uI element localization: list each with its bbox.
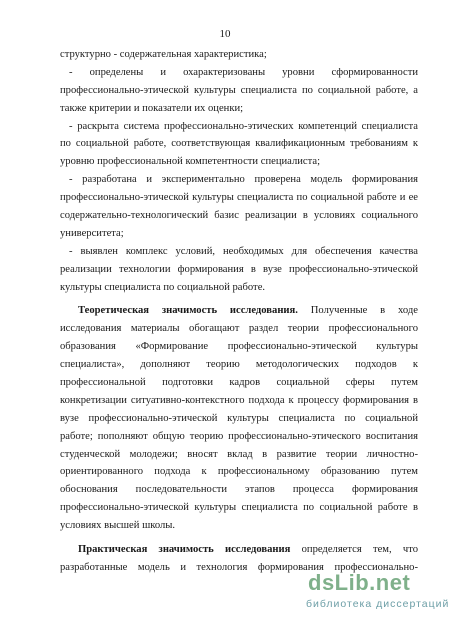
text-line: специалиста», дополняют теорию методологических подходов к — [60, 359, 418, 371]
text-line: - раскрыта система профессионально-этических компетенций специалиста — [69, 120, 418, 132]
text-line: содержательно-технологический базис реализации в условиях социального — [60, 210, 418, 222]
text-line: обоснования последовательности этапов процесса формирования — [60, 484, 418, 496]
text-line: профессионально-этической культуры специалиста по социальной работе в — [60, 502, 418, 514]
text-line: ориентированного подхода к профессиональному образованию путем — [60, 466, 418, 478]
text-fragment: Полученные в ходе — [310, 305, 418, 317]
text-line: условиях высшей школы. — [60, 520, 176, 532]
theory-paragraph-start — [60, 302, 418, 320]
text-line: профессионально-этической культуры специалиста по социальной работе, а — [60, 84, 418, 96]
practice-heading: Практическая значимость исследования — [78, 544, 291, 556]
text-line: - разработана и экспериментально проверена модель формирования — [69, 174, 418, 186]
text-line: структурно - содержательная характеристика; — [60, 49, 267, 60]
text-line: профессиональной подготовки кадров социальной сферы путем — [60, 377, 418, 389]
text-line: по социальной работе, соответствующая квалификационным требованиям к — [60, 138, 418, 150]
text-line: также критерии и показатели их оценки; — [60, 102, 244, 114]
text-line: студенческой молодежи; вносят вклад в развитие теории личностно- — [60, 448, 418, 460]
text-line: конкретизации ситуативно-контекстного подхода к процессу формирования в — [60, 394, 418, 406]
text-line: образования «Формирование профессионально-этической культуры — [60, 341, 418, 353]
dslib-watermark-logo — [300, 568, 450, 618]
text-line: разработанные модель и технология формирования профессионально- — [60, 561, 418, 573]
text-line: уровню профессиональной компетентности специалиста; — [60, 156, 321, 168]
text-line: исследования материалы обогащают раздел теории профессионального — [60, 323, 418, 335]
document-body — [60, 46, 418, 577]
page-number: 10 — [219, 28, 231, 40]
text-line: культуры специалиста по социальной работе. — [60, 281, 266, 293]
watermark-tagline: библиотека диссертаций — [306, 598, 450, 610]
watermark-name: dsLib.net — [308, 570, 411, 595]
text-line: университета; — [60, 227, 124, 239]
text-line: работе; пополняют общую теорию профессионально-этического воспитания — [60, 430, 418, 442]
theory-heading: Теоретическая значимость исследования. — [78, 305, 298, 317]
text-fragment: определяется тем, что — [301, 544, 418, 556]
text-line: - определены и охарактеризованы уровни сформированности — [69, 66, 418, 78]
practice-paragraph-start — [60, 541, 418, 559]
text-line: профессионально-этической культуры специалиста по социальной работе и ее — [60, 192, 418, 204]
text-line: реализации технологии формирования в вузе профессионально-этической — [60, 263, 418, 275]
text-line: - выявлен комплекс условий, необходимых для обеспечения качества — [69, 245, 418, 257]
text-line: вузе профессионально-этической культуры специалиста по социальной — [60, 412, 418, 424]
